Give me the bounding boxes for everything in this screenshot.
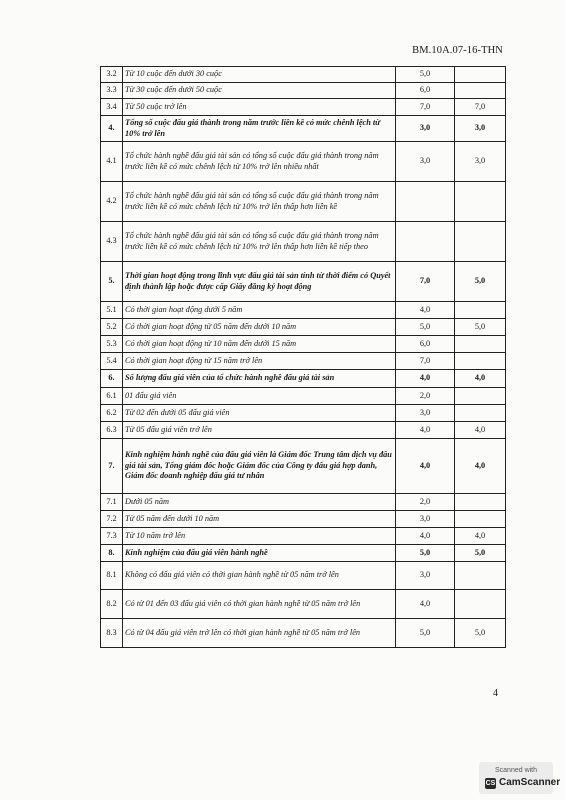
criterion-text: Có thời gian hoạt động từ 05 năm đến dưới 10 năm: [123, 319, 396, 336]
self-score: 5,0: [455, 545, 506, 562]
criterion-text: Từ 02 đến dưới 05 đấu giá viên: [123, 405, 396, 422]
sub-criterion-row: [101, 319, 506, 336]
watermark-brand: CamScanner: [499, 777, 561, 788]
row-number: 4.1: [101, 142, 123, 182]
row-number: 5.4: [101, 353, 123, 370]
self-score: [455, 182, 506, 222]
self-score: 3,0: [455, 142, 506, 182]
self-score: [455, 353, 506, 370]
row-number: 3.4: [101, 99, 123, 116]
row-number: 7.2: [101, 511, 123, 528]
sub-criterion-row: [101, 590, 506, 619]
criterion-text: Có thời gian hoạt động từ 10 năm đến dưới 15 năm: [123, 336, 396, 353]
max-score: 3,0: [396, 116, 455, 142]
self-score: 3,0: [455, 116, 506, 142]
sub-criterion-row: [101, 619, 506, 648]
sub-criterion-row: [101, 67, 506, 83]
row-number: 5.: [101, 262, 123, 302]
max-score: 5,0: [396, 619, 455, 648]
sub-criterion-row: [101, 511, 506, 528]
criterion-text: Từ 30 cuộc đến dưới 50 cuộc: [123, 83, 396, 99]
sub-criterion-row: [101, 353, 506, 370]
criterion-row: [101, 545, 506, 562]
max-score: 3,0: [396, 562, 455, 590]
max-score: 3,0: [396, 405, 455, 422]
sub-criterion-row: [101, 388, 506, 405]
sub-criterion-row: [101, 142, 506, 182]
max-score: 2,0: [396, 388, 455, 405]
sub-criterion-row: [101, 405, 506, 422]
criterion-text: Tổ chức hành nghề đấu giá tài sản có tổng số cuộc đấu giá thành trong năm trước liền kề có mức chênh lệch từ 10% trở lên thấp hơn liền kề: [123, 182, 396, 222]
criterion-text: Kinh nghiệm hành nghề của đấu giá viên là Giám đốc Trung tâm dịch vụ đấu giá tài sản, Tổng giám đốc hoặc Giám đốc của Công ty đấu giá hợp danh, Giám đốc doanh nghiệp đấu giá tư nhân: [123, 439, 396, 494]
criterion-text: Có từ 01 đến 03 đấu giá viên có thời gian hành nghề từ 05 năm trở lên: [123, 590, 396, 619]
sub-criterion-row: [101, 422, 506, 439]
max-score: 6,0: [396, 83, 455, 99]
self-score: 4,0: [455, 422, 506, 439]
max-score: [396, 222, 455, 262]
row-number: 3.3: [101, 83, 123, 99]
self-score: 7,0: [455, 99, 506, 116]
scoring-table: [100, 66, 506, 648]
criterion-text: Từ 05 đấu giá viên trở lên: [123, 422, 396, 439]
self-score: [455, 302, 506, 319]
self-score: [455, 67, 506, 83]
max-score: 4,0: [396, 302, 455, 319]
row-number: 5.2: [101, 319, 123, 336]
sub-criterion-row: [101, 302, 506, 319]
self-score: [455, 388, 506, 405]
max-score: 3,0: [396, 511, 455, 528]
page-number: 4: [493, 688, 498, 699]
document-code: BM.10A.07-16-THN: [412, 45, 503, 56]
row-number: 8.1: [101, 562, 123, 590]
row-number: 3.2: [101, 67, 123, 83]
sub-criterion-row: [101, 494, 506, 511]
criterion-text: Tổ chức hành nghề đấu giá tài sản có tổng số cuộc đấu giá thành trong năm trước liền kề có mức chênh lệch từ 10% trở lên thấp hơn liền kề tiếp theo: [123, 222, 396, 262]
criterion-text: Có thời gian hoạt động dưới 5 năm: [123, 302, 396, 319]
criterion-text: Dưới 05 năm: [123, 494, 396, 511]
self-score: 4,0: [455, 370, 506, 388]
max-score: 4,0: [396, 370, 455, 388]
camscanner-watermark: [479, 762, 561, 794]
max-score: 3,0: [396, 142, 455, 182]
criterion-row: [101, 370, 506, 388]
criterion-row: [101, 262, 506, 302]
criterion-text: Từ 10 cuộc đến dưới 30 cuộc: [123, 67, 396, 83]
max-score: 7,0: [396, 262, 455, 302]
max-score: 7,0: [396, 353, 455, 370]
criterion-text: Từ 05 năm đến dưới 10 năm: [123, 511, 396, 528]
max-score: 5,0: [396, 545, 455, 562]
max-score: 6,0: [396, 336, 455, 353]
self-score: 5,0: [455, 319, 506, 336]
criterion-text: Tổ chức hành nghề đấu giá tài sản có tổng số cuộc đấu giá thành trong năm trước liền kề có mức chênh lệch từ 10% trở lên nhiều nhất: [123, 142, 396, 182]
criterion-text: 01 đấu giá viên: [123, 388, 396, 405]
criterion-row: [101, 116, 506, 142]
row-number: 7.3: [101, 528, 123, 545]
watermark-scanned-text: Scanned with: [494, 767, 538, 774]
row-number: 4.2: [101, 182, 123, 222]
criterion-text: Không có đấu giá viên có thời gian hành nghề từ 05 năm trở lên: [123, 562, 396, 590]
max-score: 4,0: [396, 590, 455, 619]
self-score: [455, 405, 506, 422]
row-number: 6.: [101, 370, 123, 388]
criterion-text: Tổng số cuộc đấu giá thành trong năm trước liền kề có mức chênh lệch từ 10% trở lên: [123, 116, 396, 142]
max-score: [396, 182, 455, 222]
scoring-table-body: [101, 67, 506, 648]
criterion-text: Có từ 04 đấu giá viên trở lên có thời gian hành nghề từ 05 năm trở lên: [123, 619, 396, 648]
max-score: 2,0: [396, 494, 455, 511]
self-score: [455, 336, 506, 353]
criterion-text: Số lượng đấu giá viên của tổ chức hành nghề đấu giá tài sản: [123, 370, 396, 388]
self-score: [455, 590, 506, 619]
criterion-text: Từ 10 năm trở lên: [123, 528, 396, 545]
criterion-row: [101, 439, 506, 494]
sub-criterion-row: [101, 562, 506, 590]
row-number: 7.: [101, 439, 123, 494]
sub-criterion-row: [101, 182, 506, 222]
self-score: 5,0: [455, 619, 506, 648]
row-number: 8.2: [101, 590, 123, 619]
row-number: 4.: [101, 116, 123, 142]
row-number: 6.2: [101, 405, 123, 422]
max-score: 7,0: [396, 99, 455, 116]
sub-criterion-row: [101, 83, 506, 99]
max-score: 4,0: [396, 439, 455, 494]
max-score: 4,0: [396, 422, 455, 439]
self-score: 4,0: [455, 528, 506, 545]
max-score: 5,0: [396, 67, 455, 83]
row-number: 5.1: [101, 302, 123, 319]
self-score: 4,0: [455, 439, 506, 494]
camscanner-logo-icon: CS: [485, 780, 496, 787]
row-number: 8.: [101, 545, 123, 562]
row-number: 7.1: [101, 494, 123, 511]
row-number: 6.3: [101, 422, 123, 439]
sub-criterion-row: [101, 222, 506, 262]
criterion-text: Kinh nghiệm của đấu giá viên hành nghề: [123, 545, 396, 562]
sub-criterion-row: [101, 336, 506, 353]
criterion-text: Từ 50 cuộc trở lên: [123, 99, 396, 116]
criterion-text: Có thời gian hoạt động từ 15 năm trở lên: [123, 353, 396, 370]
row-number: 8.3: [101, 619, 123, 648]
criterion-text: Thời gian hoạt động trong lĩnh vực đấu giá tài sản tính từ thời điểm có Quyết định thành lập hoặc được cấp Giấy đăng ký hoạt động: [123, 262, 396, 302]
row-number: 4.3: [101, 222, 123, 262]
row-number: 5.3: [101, 336, 123, 353]
row-number: 6.1: [101, 388, 123, 405]
self-score: [455, 511, 506, 528]
sub-criterion-row: [101, 99, 506, 116]
self-score: [455, 222, 506, 262]
max-score: 5,0: [396, 319, 455, 336]
self-score: 5,0: [455, 262, 506, 302]
self-score: [455, 494, 506, 511]
max-score: 4,0: [396, 528, 455, 545]
sub-criterion-row: [101, 528, 506, 545]
self-score: [455, 562, 506, 590]
self-score: [455, 83, 506, 99]
